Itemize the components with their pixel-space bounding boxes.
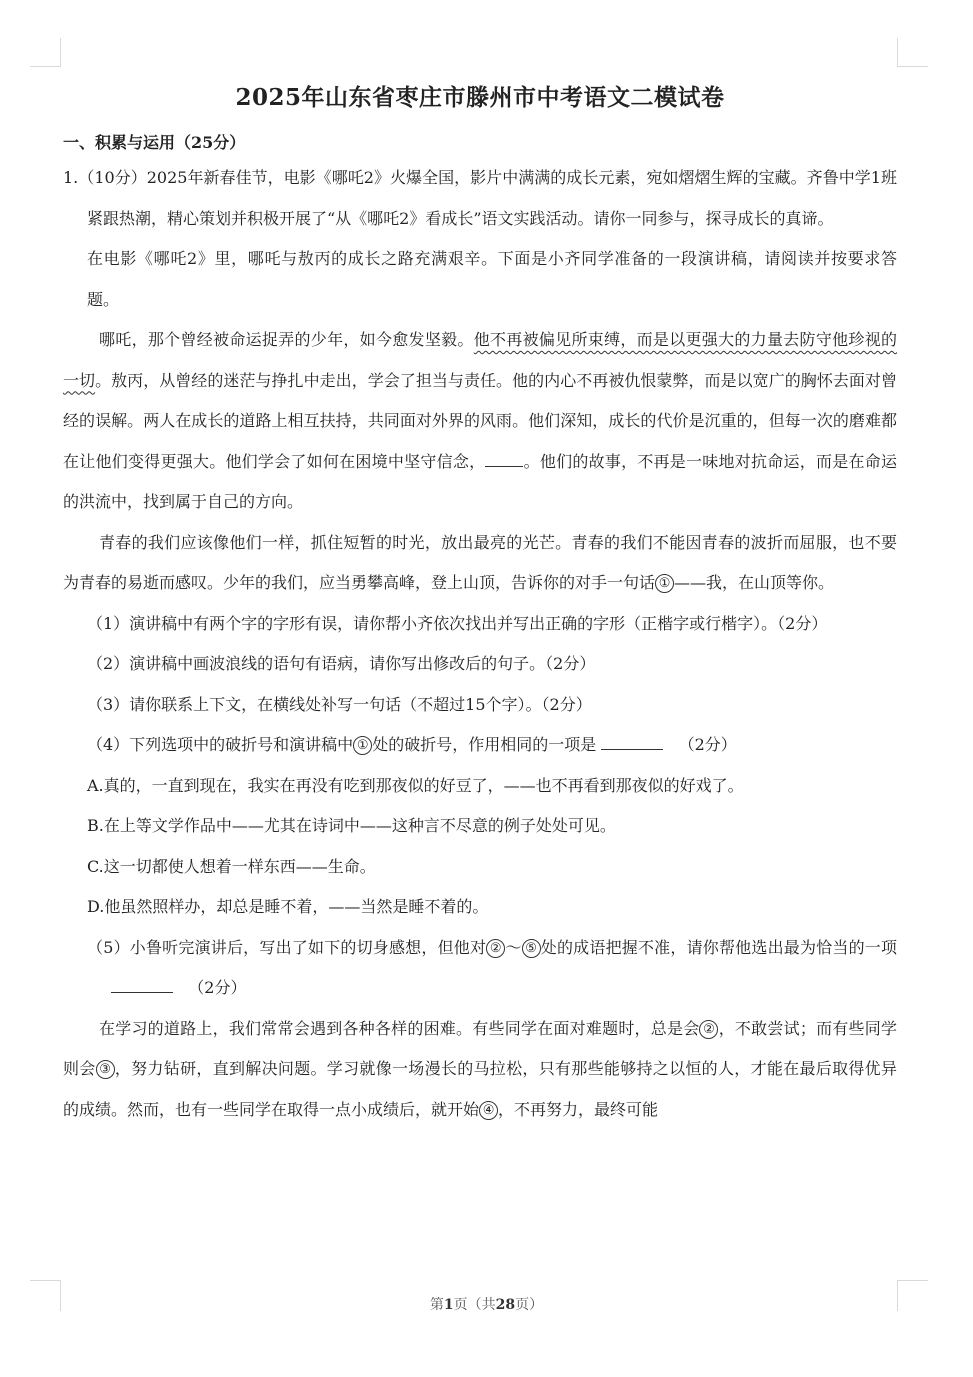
total-pages: 28 [495,1297,516,1313]
page-title: 2025年山东省枣庄市滕州市中考语文二模试卷 [235,84,725,111]
crop-mark-top-right [897,38,928,67]
question-1-intro: 1.（10分）2025年新春佳节，电影《哪吒2》火爆全国，影片中满满的成长元素，宛如熠熠生辉的宝藏。齐鲁中学1班紧跟热潮，精心策划并积极开展了“从《哪吒2》看成长”语文实践活动。请你一同参与，探寻成长的真谛。 [63,168,897,228]
speech-text: 青春的我们应该像他们一样，抓住短暂的时光，放出最亮的光芒。青春的我们不能因青春的波折而屈服，也不要为青春的易逝而感叹。少年的我们，应当勇攀高峰，登上山顶，告诉你的对手一句话 [63,532,897,592]
range-tilde: ～ [505,937,522,957]
circled-mark-1: ① [353,736,372,755]
reflection-paragraph [63,1009,897,1131]
fill-blank-line [485,448,523,467]
option-b: B.在上等文学作品中——尤其在诗词中——这种言不尽意的例子处处可见。 [87,816,616,835]
speech-text: 。敖丙，从曾经的迷茫与挣扎中走出，学会了担当与责任。他的内心不再被仇恨蒙弊，而是以宽广的胸怀去面对曾经的误解。两人在成长的道路上相互扶持，共同面对外界的风雨。他们深知，成长的代价是沉重的，但每一次的磨难都在让他们变得更强大。他们学会了如何在困境中坚守信念， [63,370,897,471]
footer-text: 页） [515,1297,544,1313]
sub-question-1: （1）演讲稿中有两个字的字形有误，请你帮小齐依次找出并写出正确的字形（正楷字或行楷字）。（2分） [87,613,828,633]
wavy-underlined-sentence: 他不再被偏见所束缚，而是以更强大的力量去防守他珍视的一切 [63,330,897,390]
speech-paragraph-1 [63,320,897,523]
sub-question-text: 处的破折号，作用相同的一项是 [372,735,597,754]
speech-text: ——我，在山顶等你。 [674,573,835,592]
reflection-text: ，努力钻研，直到解决问题。学习就像一场漫长的马拉松，只有那些能够持之以恒的人，才能在最后取得优异的成绩。然而，也有一些同学在取得一点小成绩后，就开始 [63,1059,897,1119]
speech-paragraph-2 [63,523,897,604]
answer-blank-line [601,731,663,750]
exam-page [63,78,897,1130]
option-a: A.真的，一直到现在，我实在再没有吃到那夜似的好豆了，——也不再看到那夜似的好戏了。 [87,775,744,795]
question-1-context: 在电影《哪吒2》里，哪吒与敖丙的成长之路充满艰辛。下面是小齐同学准备的一段演讲稿，请阅读并按要求答题。 [87,249,897,309]
score-text: （2分） [188,978,247,997]
option-c: C.这一切都使人想着一样东西——生命。 [87,856,376,876]
option-d: D.他虽然照样办，却总是睡不着，——当然是睡不着的。 [87,897,489,916]
footer-text: 页（共 [453,1297,496,1313]
sub-question-4 [63,725,897,766]
circled-mark-2: ② [486,939,505,958]
crop-mark-top-left [30,38,61,67]
sub-question-3: （3）请你联系上下文，在横线处补写一句话（不超过15个字）。（2分） [87,694,592,714]
reflection-text: ，不再努力，最终可能 [498,1099,659,1119]
reflection-text: 在学习的道路上，我们常常会遇到各种各样的困难。有些同学在面对难题时，总是会 [99,1018,700,1038]
page-number: 1 [443,1297,454,1313]
sub-question-text: （5）小鲁听完演讲后，写出了如下的切身感想，但他对 [87,937,487,957]
circled-mark-3: ③ [96,1060,115,1079]
circled-mark-4: ④ [479,1101,498,1120]
sub-question-text: （4）下列选项中的破折号和演讲稿中 [87,735,354,754]
sub-question-5 [63,928,897,1009]
answer-blank-line [111,974,173,993]
reflection-text: ，不敢尝试；而有些同学则会 [63,1018,897,1078]
score-text: （2分） [678,735,737,754]
sub-question-2: （2）演讲稿中画波浪线的语句有语病，请你写出修改后的句子。（2分） [87,654,596,673]
footer-text: 第 [429,1297,444,1313]
page-footer [0,1294,973,1314]
circled-mark-2: ② [699,1020,718,1039]
sub-question-text: 处的成语把握不准，请你帮他选出最为恰当的一项 [540,937,897,957]
circled-mark-5: ⑤ [522,939,541,958]
circled-mark-1: ① [655,574,674,593]
speech-text: 。他们的故事，不再是一味地对抗命运，而是在命运的洪流中，找到属于自己的方向。 [63,451,897,511]
section-heading: 一、积累与运用（25分） [63,133,246,152]
speech-text: 哪吒，那个曾经被命运捉弄的少年，如今愈发坚毅。 [99,330,474,349]
